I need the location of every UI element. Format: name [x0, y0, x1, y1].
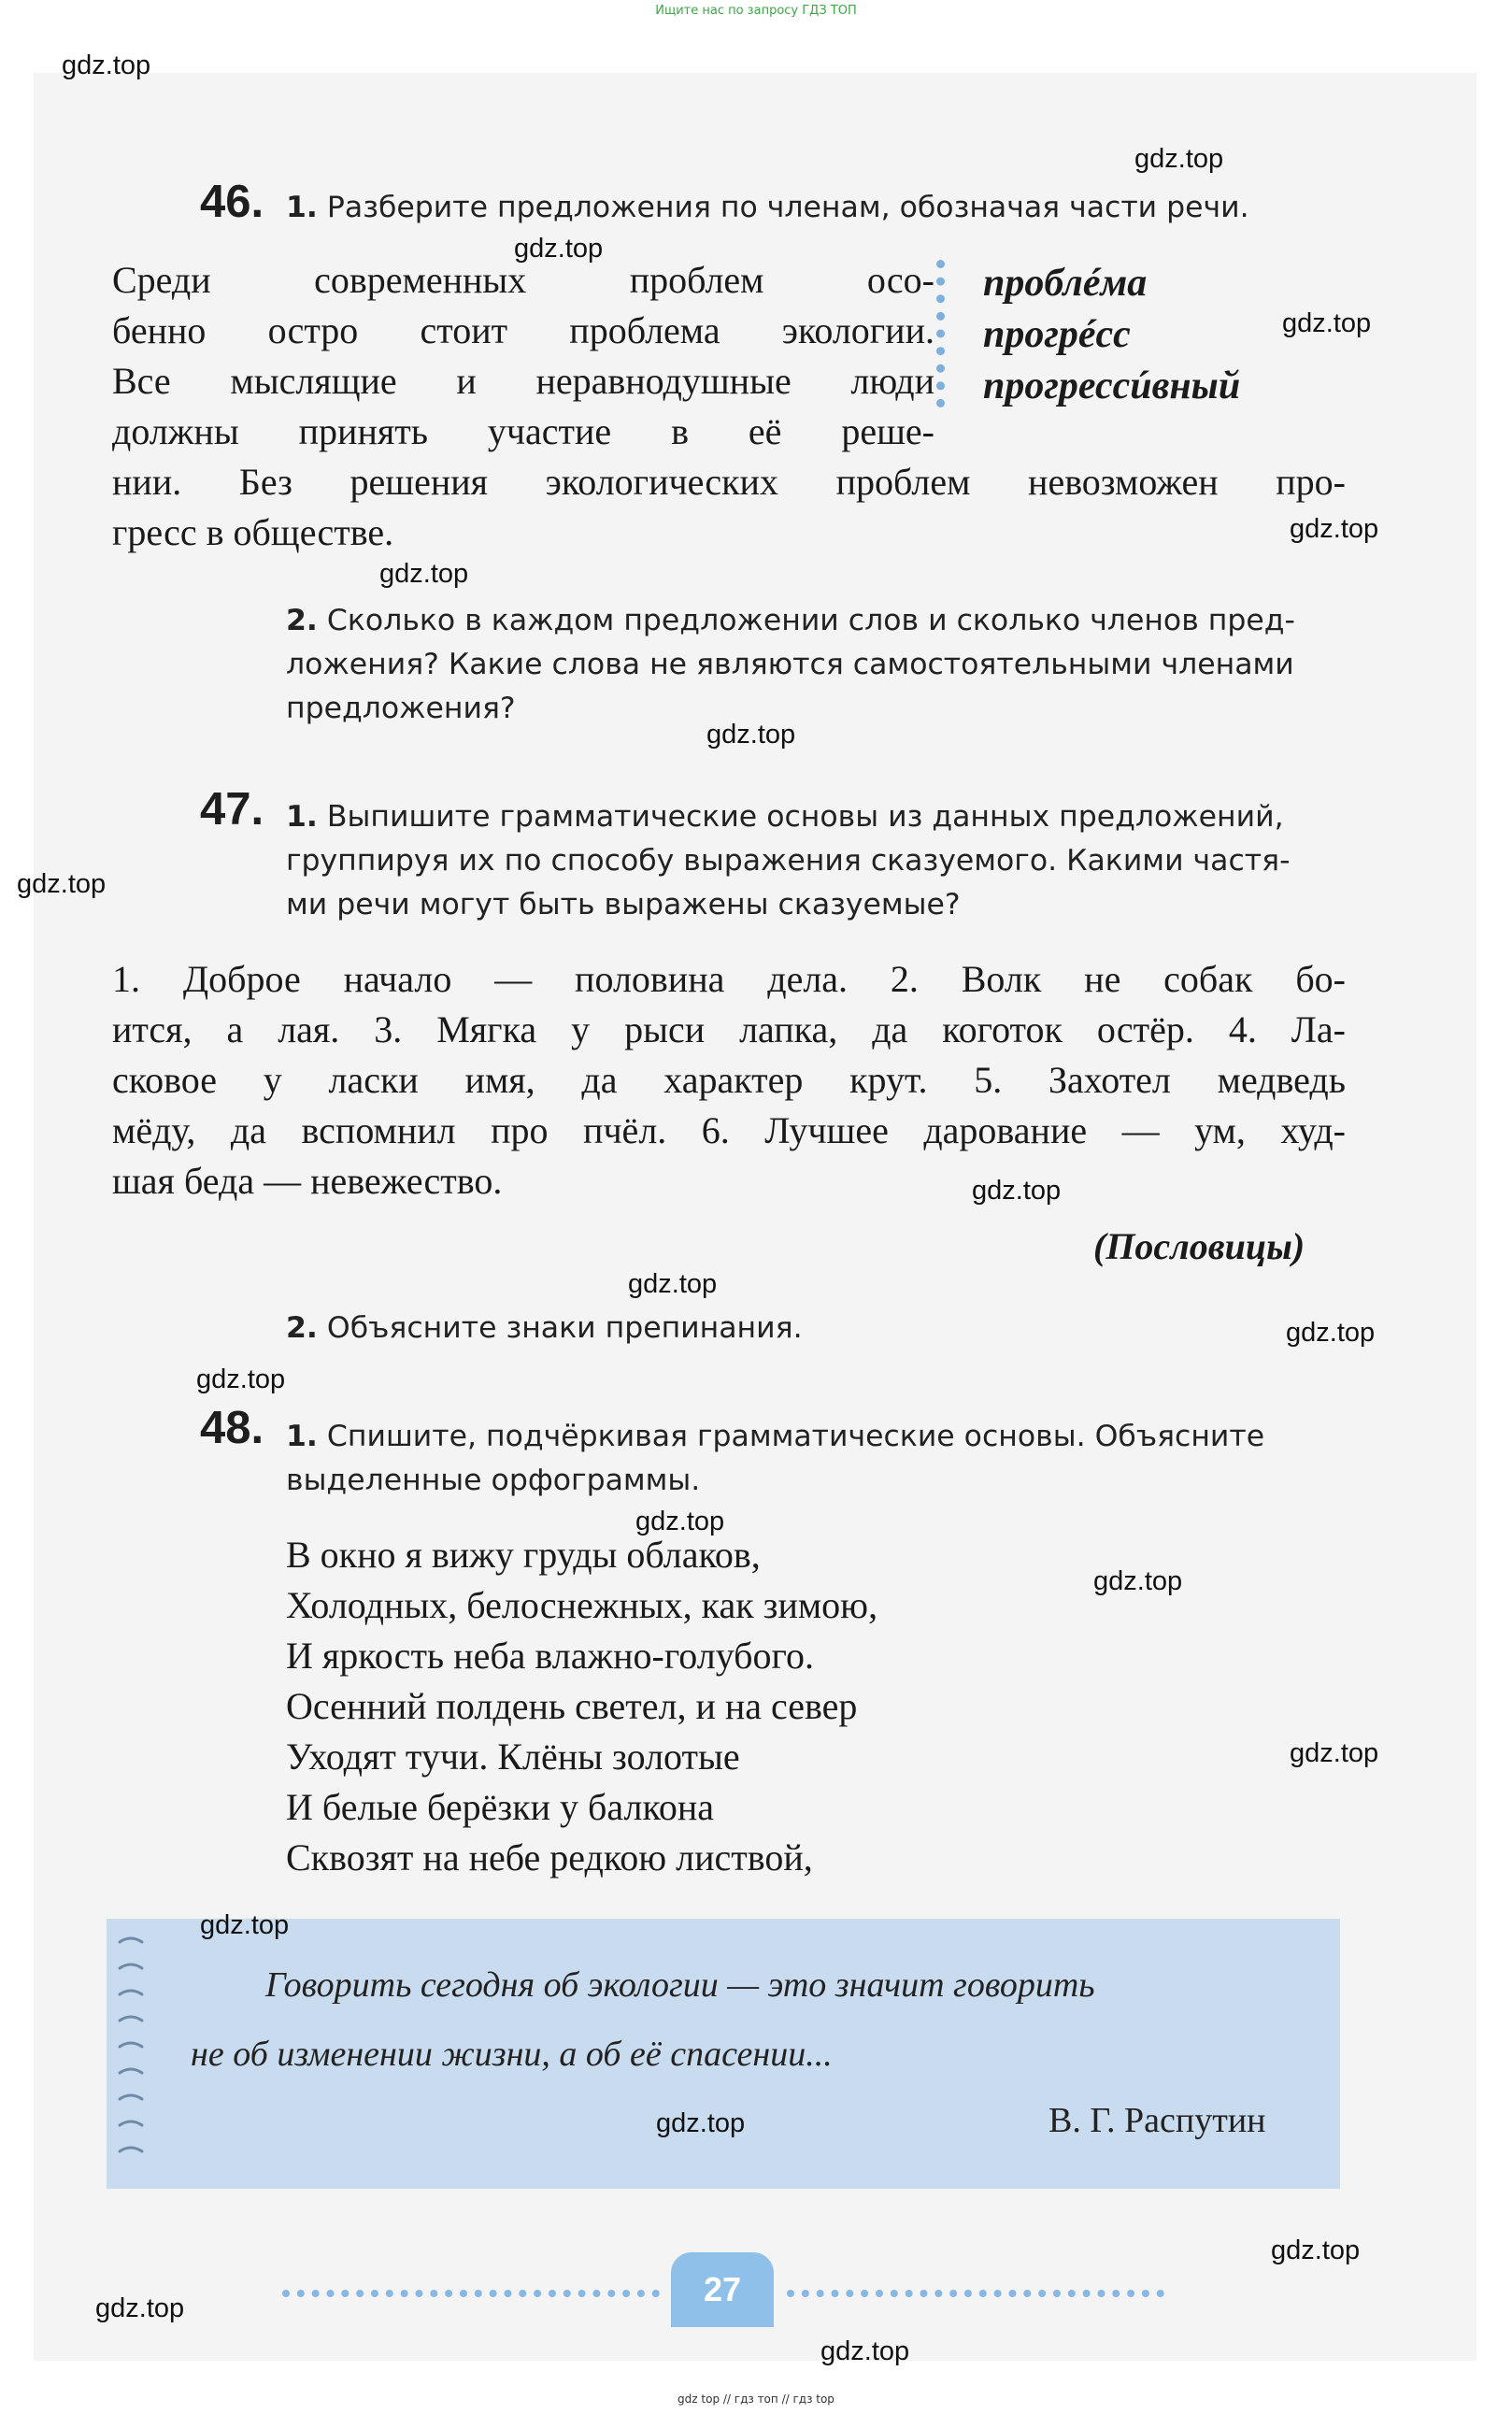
task-text: Спишите, подчёркивая грамматические основы. Объясните — [326, 1420, 1265, 1453]
exercise-46-text-wide — [112, 457, 1346, 558]
task-number: 2. — [286, 604, 318, 637]
text-line: бенно остро стоит проблема экологии. — [112, 309, 934, 351]
watermark: gdz.top — [1093, 1566, 1183, 1596]
text-line: Среди современных проблем осо- — [112, 259, 934, 301]
task-number: 1. — [286, 800, 318, 834]
poem-line: Осенний полдень светел, и на север — [286, 1685, 858, 1727]
text-line: сковое у ласки имя, да характер крут. 5. Захотел медведь — [112, 1059, 1346, 1101]
vocab-word: проблéма — [983, 262, 1148, 305]
watermark: gdz.top — [628, 1269, 718, 1299]
task-number: 1. — [286, 191, 318, 224]
exercise-48-number: 48. — [200, 1403, 264, 1453]
watermark: gdz.top — [1282, 308, 1372, 338]
poem-line: Холодных, белоснежных, как зимою, — [286, 1584, 878, 1626]
poem-line: И белые берёзки у балкона — [286, 1786, 715, 1828]
quote-line-1: Говорить сегодня об экологии — это значит говорить — [265, 1965, 1095, 2005]
page-dots-right — [787, 2290, 1164, 2297]
text-line: 1. Доброе начало — половина дела. 2. Волк не собак бо- — [112, 958, 1346, 1000]
task-text: Объясните знаки препинания. — [326, 1311, 803, 1345]
poem-line: В окно я вижу груды облаков, — [286, 1534, 761, 1576]
exercise-48-task1 — [286, 1415, 1342, 1503]
text-line: мёду, да вспомнил про пчёл. 6. Лучшее дарование — ум, худ- — [112, 1109, 1346, 1151]
task-text: ложения? Какие слова не являются самостоятельными членами — [286, 648, 1294, 681]
text-line: гресс в обществе. — [112, 511, 394, 553]
watermark: gdz.top — [95, 2293, 185, 2323]
poem-line: Сквозят на небе редкою листвой, — [286, 1836, 813, 1878]
quote-line-2: не об изменении жизни, а об её спасении... — [191, 2035, 833, 2074]
watermark: gdz.top — [379, 559, 469, 589]
poem-line: И яркость неба влажно-голубого. — [286, 1635, 814, 1677]
exercise-46-task2 — [286, 599, 1342, 731]
exercise-47-proverbs — [112, 954, 1346, 1207]
text-line: ится, а лая. 3. Мягка у рыси лапка, да коготок остёр. 4. Ла- — [112, 1008, 1346, 1050]
task-text: предложения? — [286, 692, 516, 725]
page-dots-left — [282, 2290, 660, 2297]
page-number: 27 — [671, 2252, 774, 2327]
text-line: нии. Без решения экологических проблем невозможен про- — [112, 461, 1346, 503]
watermark: gdz.top — [820, 2336, 910, 2366]
exercise-47-task2 — [286, 1307, 803, 1350]
watermark: gdz.top — [656, 2108, 746, 2138]
text-line: шая беда — невежество. — [112, 1160, 503, 1202]
watermark: gdz.top — [514, 234, 604, 264]
footer-note: gdz top // гдз топ // гдз top — [678, 2393, 834, 2406]
watermark: gdz.top — [1290, 1738, 1379, 1768]
watermark: gdz.top — [1290, 514, 1379, 544]
watermark: gdz.top — [1271, 2235, 1361, 2265]
exercise-47-number: 47. — [200, 784, 264, 835]
watermark: gdz.top — [62, 50, 151, 80]
header-note: Ищите нас по запросу ГДЗ ТОП — [655, 4, 857, 18]
exercise-47-task1 — [286, 795, 1342, 927]
task-number: 1. — [286, 1420, 318, 1453]
exercise-48-poem — [286, 1530, 877, 1883]
task-text: группируя их по способу выражения сказуемого. Какими частя- — [286, 844, 1291, 878]
watermark: gdz.top — [972, 1176, 1062, 1206]
watermark: gdz.top — [196, 1364, 286, 1394]
text-line: должны принять участие в её реше- — [112, 410, 934, 452]
quote-author: В. Г. Распутин — [1048, 2101, 1266, 2140]
vocab-divider — [936, 260, 945, 407]
watermark: gdz.top — [1286, 1318, 1376, 1348]
watermark: gdz.top — [635, 1507, 725, 1536]
task-text: Разберите предложения по членам, обозначая части речи. — [326, 191, 1249, 224]
exercise-46-task1 — [286, 186, 1249, 230]
exercise-46-text — [112, 255, 934, 457]
task-text: ми речи могут быть выражены сказуемые? — [286, 888, 961, 921]
task-number: 2. — [286, 1311, 318, 1345]
watermark: gdz.top — [17, 869, 107, 899]
proverbs-source: (Пословицы) — [1093, 1225, 1305, 1267]
vocabulary-words — [983, 258, 1240, 412]
watermark: gdz.top — [706, 720, 796, 750]
vocab-word: прогрéсс — [983, 313, 1131, 356]
text-line: Все мыслящие и неравнодушные люди — [112, 360, 934, 402]
exercise-46-number: 46. — [200, 177, 264, 227]
poem-line: Уходят тучи. Клёны золотые — [286, 1736, 740, 1778]
task-text: Сколько в каждом предложении слов и сколько членов пред- — [326, 604, 1295, 637]
vocab-word: прогрессúвный — [983, 364, 1241, 407]
watermark: gdz.top — [1134, 144, 1224, 174]
spiral-binding-icon — [116, 1935, 148, 2178]
task-text: Выпишите грамматические основы из данных предложений, — [326, 800, 1284, 834]
task-text: выделенные орфограммы. — [286, 1464, 701, 1497]
watermark: gdz.top — [200, 1910, 290, 1940]
